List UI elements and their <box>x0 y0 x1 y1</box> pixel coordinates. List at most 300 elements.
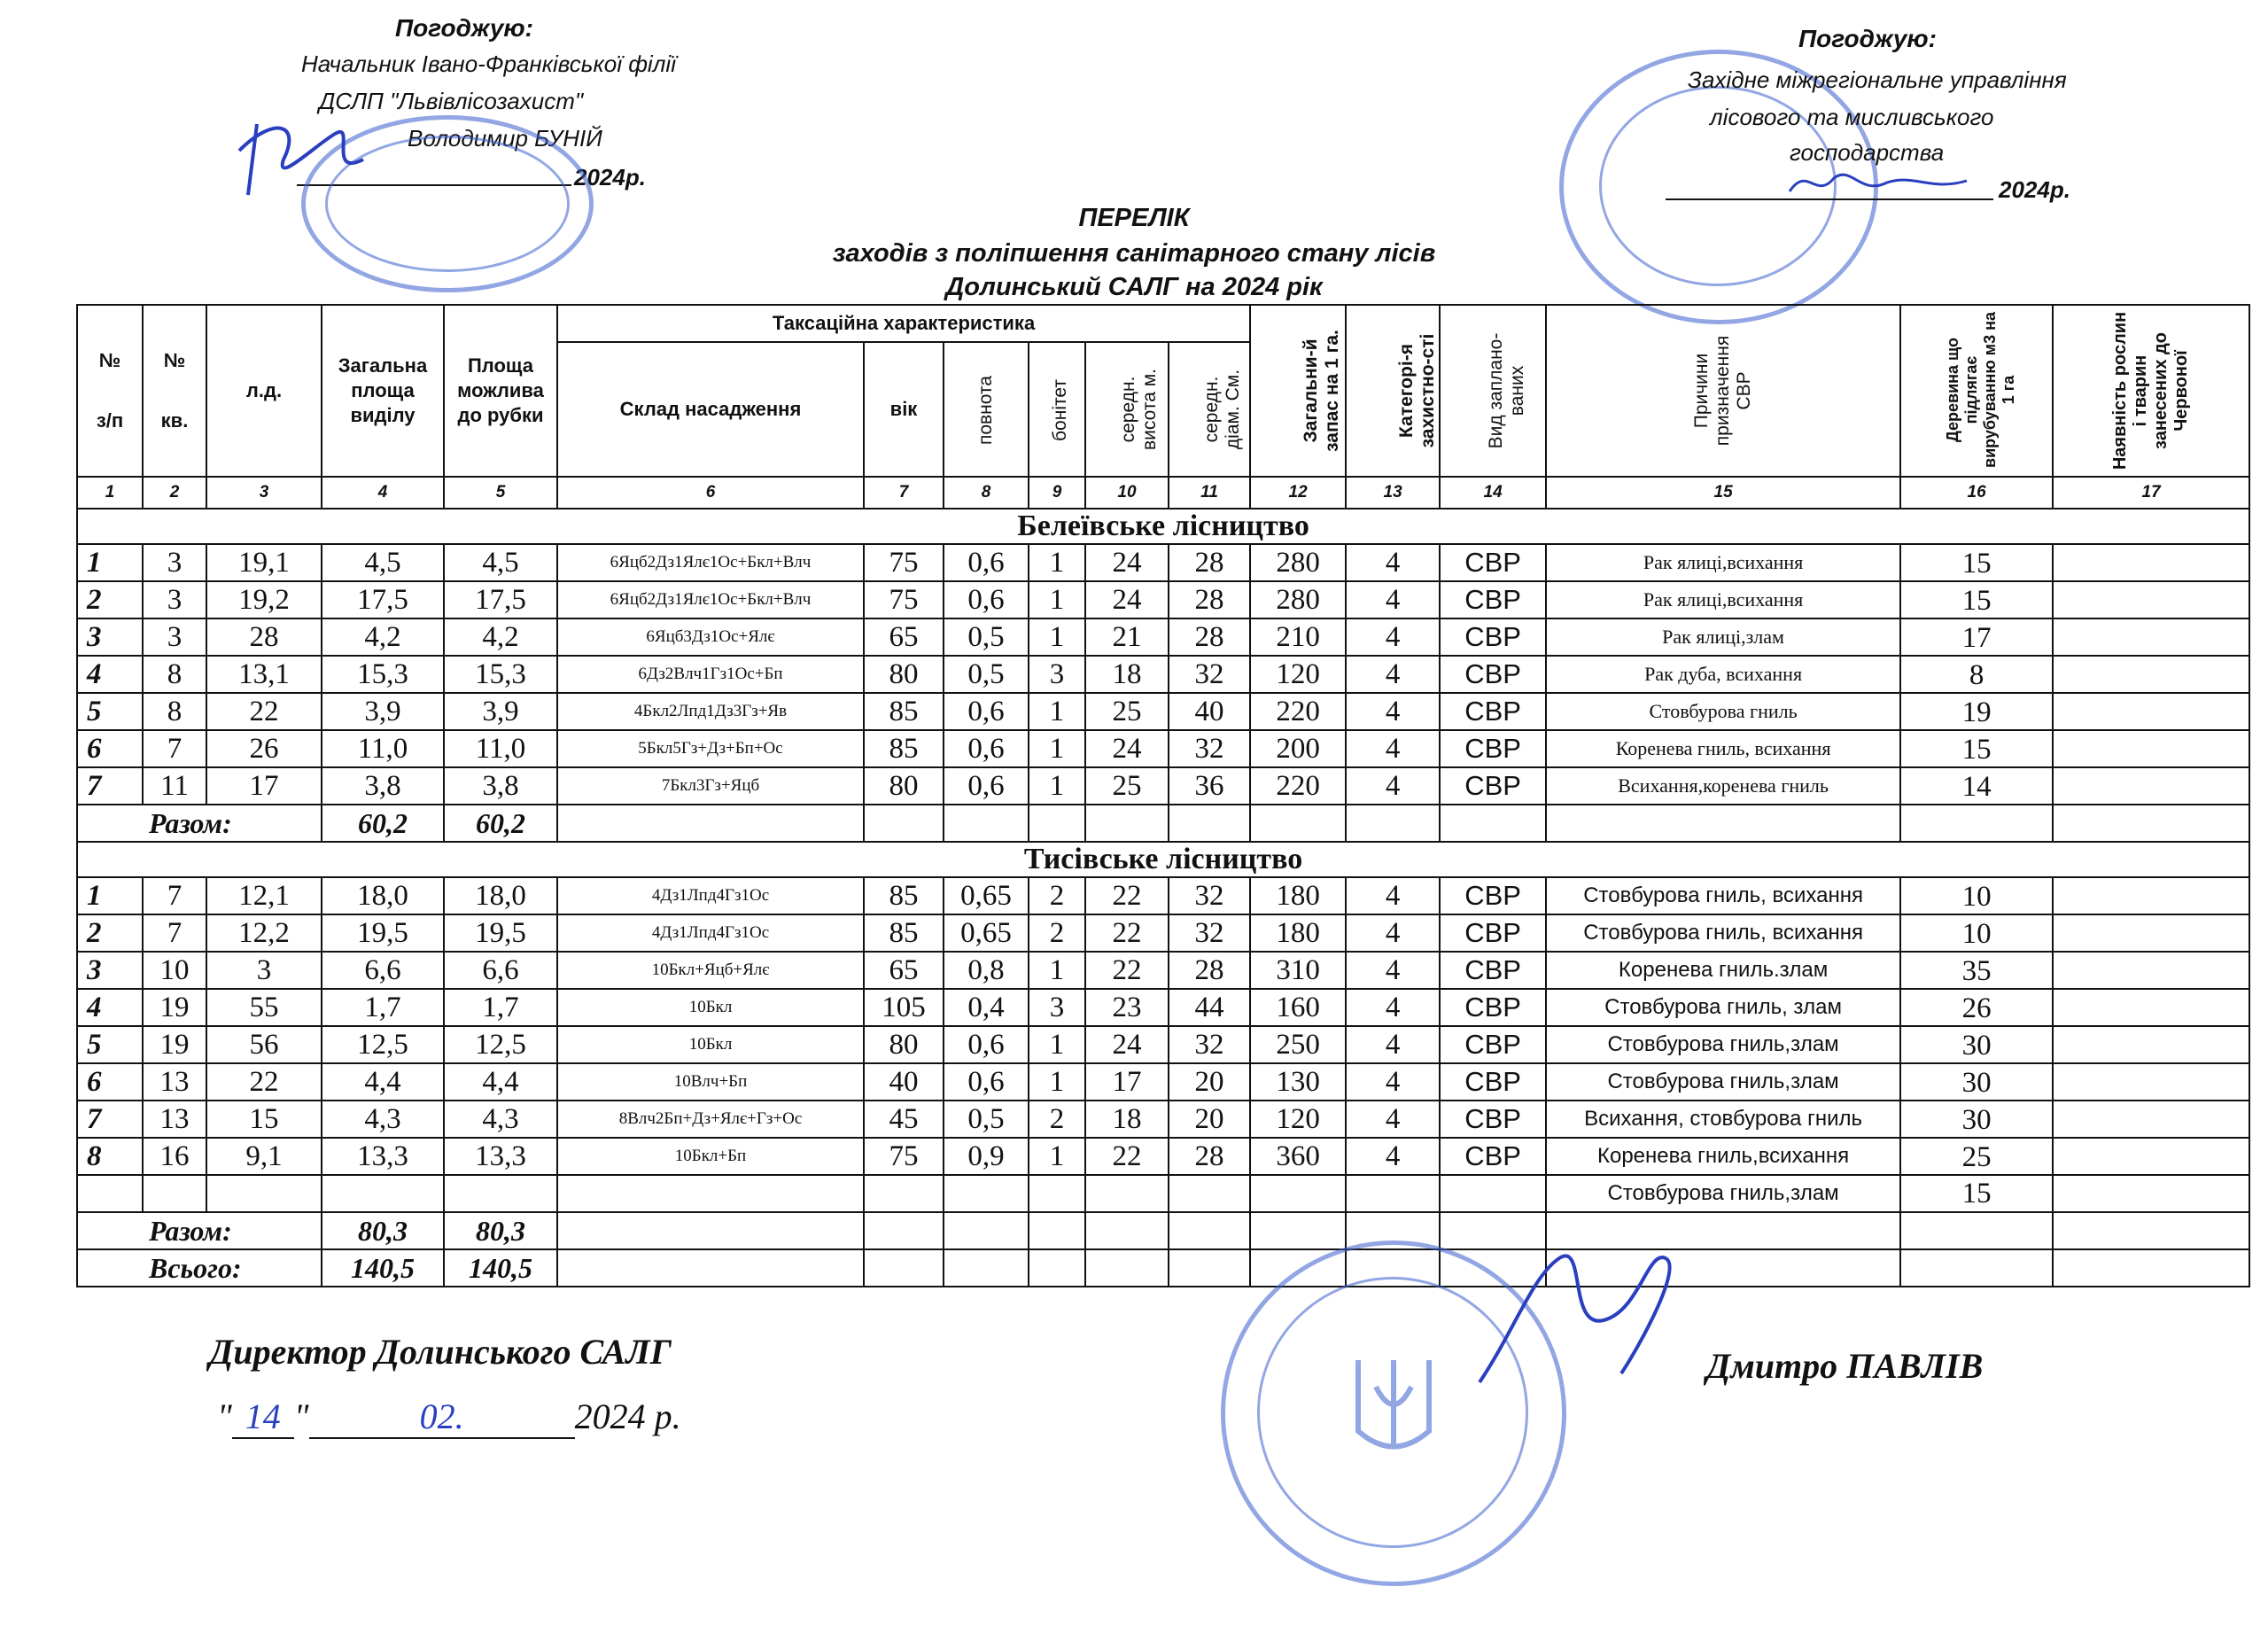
cell-bonitet: 2 <box>1029 914 1085 952</box>
cell-red-book <box>2053 1138 2249 1175</box>
cell-quarter: 3 <box>143 618 206 656</box>
cell-stock: 120 <box>1250 656 1346 693</box>
cell-stock: 210 <box>1250 618 1346 656</box>
cell-no: 7 <box>77 767 143 805</box>
cell-quarter: 19 <box>143 989 206 1026</box>
cell-stock: 220 <box>1250 767 1346 805</box>
cell-total-area: 1,7 <box>322 989 444 1026</box>
cell-composition: 10Бкл+Яцб+Ялє <box>557 952 864 989</box>
cell-quarter: 16 <box>143 1138 206 1175</box>
date-month: 02. <box>309 1396 575 1439</box>
col-num: 13 <box>1346 477 1440 509</box>
subtotal-row-2 <box>77 1212 2249 1249</box>
col-num: 4 <box>322 477 444 509</box>
cell-total-area: 15,3 <box>322 656 444 693</box>
approval-right-line1: Західне міжрегіональне управління <box>1688 66 2067 93</box>
header-red-book: Наявність рослин і тварин занесених до Червоної <box>2053 305 2249 477</box>
approval-left-line2: ДСЛП "Львівлісозахист" <box>319 88 584 114</box>
cell-no: 5 <box>77 693 143 730</box>
cell-wood-volume: 15 <box>1900 581 2053 618</box>
cell-category: 4 <box>1346 1063 1440 1101</box>
table-row <box>77 767 2249 805</box>
cell-wood-volume: 15 <box>1900 544 2053 581</box>
cell-diameter: 32 <box>1169 914 1250 952</box>
cell-stock: 160 <box>1250 989 1346 1026</box>
cell-type: СВР <box>1440 989 1546 1026</box>
cell-ld: 56 <box>206 1026 322 1063</box>
cell-bonitet: 2 <box>1029 1101 1085 1138</box>
section-name: Белеївське лісництво <box>77 509 2249 544</box>
header-no: № з/п <box>77 305 143 477</box>
cell-red-book <box>2053 730 2249 767</box>
cell-category: 4 <box>1346 730 1440 767</box>
cell-age: 85 <box>864 914 944 952</box>
cell-no: 3 <box>77 952 143 989</box>
header-stock: Загальни-й запас на 1 га. <box>1250 305 1346 477</box>
cell-cause: Рак ялиці,злам <box>1546 618 1900 656</box>
cell-cut-area: 4,2 <box>444 618 557 656</box>
cell-red-book <box>2053 544 2249 581</box>
cell-age: 105 <box>864 989 944 1026</box>
cell-diameter: 44 <box>1169 989 1250 1026</box>
cell-ld: 19,1 <box>206 544 322 581</box>
cell-cut-area: 4,4 <box>444 1063 557 1101</box>
cell-cause: Стовбурова гниль,злам <box>1546 1063 1900 1101</box>
cell-wood-volume: 35 <box>1900 952 2053 989</box>
cell-type: СВР <box>1440 914 1546 952</box>
cell-density: 0,6 <box>944 1063 1029 1101</box>
cell-type: СВР <box>1440 581 1546 618</box>
cell-total-area: 12,5 <box>322 1026 444 1063</box>
cell-category: 4 <box>1346 656 1440 693</box>
empty-cell <box>1250 1175 1346 1212</box>
cell-composition: 4Дз1Лпд4Гз1Ос <box>557 877 864 914</box>
subtotal-area: 60,2 <box>322 805 444 842</box>
cell-density: 0,9 <box>944 1138 1029 1175</box>
empty-cell <box>1085 1175 1169 1212</box>
cell-quarter: 11 <box>143 767 206 805</box>
col-num: 15 <box>1546 477 1900 509</box>
cell-stock: 180 <box>1250 877 1346 914</box>
cell-composition: 5Бкл5Гз+Дз+Бп+Ос <box>557 730 864 767</box>
cell-bonitet: 1 <box>1029 767 1085 805</box>
section-row-tysivske <box>77 842 2249 877</box>
empty-cell <box>557 1175 864 1212</box>
cell-category: 4 <box>1346 767 1440 805</box>
approval-right-year: 2024р. <box>1999 176 2070 203</box>
cell-quarter: 10 <box>143 952 206 989</box>
cell-stock: 310 <box>1250 952 1346 989</box>
cell-type: СВР <box>1440 693 1546 730</box>
cell-diameter: 28 <box>1169 952 1250 989</box>
grand-total-label: Всього: <box>77 1249 322 1287</box>
date-day: 14 <box>232 1396 294 1439</box>
cell-stock: 130 <box>1250 1063 1346 1101</box>
cell-density: 0,6 <box>944 767 1029 805</box>
table-row <box>77 693 2249 730</box>
cell-total-area: 3,8 <box>322 767 444 805</box>
cell-total-area: 11,0 <box>322 730 444 767</box>
cell-total-area: 17,5 <box>322 581 444 618</box>
cell-type: СВР <box>1440 656 1546 693</box>
cell-cause: Коренева гниль,всихання <box>1546 1138 1900 1175</box>
table-row <box>77 989 2249 1026</box>
table-row <box>77 730 2249 767</box>
cell-diameter: 28 <box>1169 581 1250 618</box>
cell-density: 0,5 <box>944 618 1029 656</box>
cell-height: 24 <box>1085 1026 1169 1063</box>
empty-cell <box>864 1175 944 1212</box>
cell-height: 24 <box>1085 544 1169 581</box>
cell-height: 25 <box>1085 693 1169 730</box>
cell-category: 4 <box>1346 581 1440 618</box>
cell-ld: 13,1 <box>206 656 322 693</box>
cell-ld: 22 <box>206 693 322 730</box>
cell-cut-area: 19,5 <box>444 914 557 952</box>
cell-diameter: 36 <box>1169 767 1250 805</box>
cell-red-book <box>2053 693 2249 730</box>
signature-director <box>1462 1223 1692 1418</box>
table-row <box>77 914 2249 952</box>
cell-composition: 10Бкл+Бп <box>557 1138 864 1175</box>
cell-height: 22 <box>1085 914 1169 952</box>
empty-cell <box>143 1175 206 1212</box>
cell-no: 1 <box>77 544 143 581</box>
cell-cause: Стовбурова гниль,злам <box>1546 1026 1900 1063</box>
cell-bonitet: 1 <box>1029 730 1085 767</box>
cell-cause: Стовбурова гниль, всихання <box>1546 877 1900 914</box>
cell-bonitet: 2 <box>1029 877 1085 914</box>
cell-category: 4 <box>1346 877 1440 914</box>
cell-bonitet: 3 <box>1029 989 1085 1026</box>
approval-right-heading: Погоджую: <box>1798 25 1937 52</box>
column-number-row <box>77 477 2249 509</box>
cell-diameter: 32 <box>1169 730 1250 767</box>
cell-bonitet: 1 <box>1029 1138 1085 1175</box>
cell-wood-volume: 8 <box>1900 656 2053 693</box>
col-num: 12 <box>1250 477 1346 509</box>
cell-diameter: 28 <box>1169 1138 1250 1175</box>
cell-cause: Рак ялиці,всихання <box>1546 544 1900 581</box>
cell-category: 4 <box>1346 914 1440 952</box>
cell-density: 0,6 <box>944 581 1029 618</box>
trident-icon <box>1349 1351 1438 1466</box>
cell-age: 80 <box>864 1026 944 1063</box>
cell-composition: 10Бкл <box>557 989 864 1026</box>
cell-composition: 10Бкл <box>557 1026 864 1063</box>
cell-no: 7 <box>77 1101 143 1138</box>
empty-cell <box>1169 1175 1250 1212</box>
cell-age: 85 <box>864 730 944 767</box>
cell-composition: 6Дз2Влч1Гз1Ос+Бп <box>557 656 864 693</box>
cell-cut-area: 4,3 <box>444 1101 557 1138</box>
cell-ld: 22 <box>206 1063 322 1101</box>
cell-cut-area: 3,8 <box>444 767 557 805</box>
section-name: Тисівське лісництво <box>77 842 2249 877</box>
header-ld: л.д. <box>206 305 322 477</box>
cell-composition: 10Влч+Бп <box>557 1063 864 1101</box>
cell-bonitet: 1 <box>1029 544 1085 581</box>
empty-cell <box>206 1175 322 1212</box>
cell-density: 0,6 <box>944 544 1029 581</box>
grand-total-area: 140,5 <box>322 1249 444 1287</box>
cell-diameter: 32 <box>1169 1026 1250 1063</box>
cell-red-book <box>2053 1026 2249 1063</box>
table-row <box>77 1101 2249 1138</box>
cell-density: 0,6 <box>944 693 1029 730</box>
director-name: Дмитро ПАВЛІВ <box>1706 1346 1984 1386</box>
cell-cause: Рак дуба, всихання <box>1546 656 1900 693</box>
col-num: 7 <box>864 477 944 509</box>
cell-bonitet: 3 <box>1029 656 1085 693</box>
empty-cell <box>1346 1175 1440 1212</box>
cell-diameter: 40 <box>1169 693 1250 730</box>
cell-density: 0,5 <box>944 1101 1029 1138</box>
cell-age: 75 <box>864 1138 944 1175</box>
subtotal-area: 80,3 <box>322 1212 444 1249</box>
cell-cause: Всихання, стовбурова гниль <box>1546 1101 1900 1138</box>
cell-quarter: 3 <box>143 544 206 581</box>
header-total-area: Загальна площа виділу <box>322 305 444 477</box>
table-row <box>77 1026 2249 1063</box>
cell-quarter: 13 <box>143 1101 206 1138</box>
cell-type: СВР <box>1440 1063 1546 1101</box>
col-num: 3 <box>206 477 322 509</box>
cell-cut-area: 4,5 <box>444 544 557 581</box>
cell-stock: 250 <box>1250 1026 1346 1063</box>
cell-type: СВР <box>1440 877 1546 914</box>
cell-height: 24 <box>1085 730 1169 767</box>
cell-wood-volume: 30 <box>1900 1101 2053 1138</box>
cell-height: 22 <box>1085 877 1169 914</box>
cell-total-area: 6,6 <box>322 952 444 989</box>
empty-cell <box>1029 1175 1085 1212</box>
cell-red-book <box>2053 877 2249 914</box>
cell-quarter: 13 <box>143 1063 206 1101</box>
cell-density: 0,6 <box>944 1026 1029 1063</box>
cell-density: 0,5 <box>944 656 1029 693</box>
header-height: середн. висота м. <box>1085 342 1169 477</box>
subtotal-label: Разом: <box>77 1212 322 1249</box>
cell-age: 75 <box>864 544 944 581</box>
cell-diameter: 28 <box>1169 544 1250 581</box>
director-title: Директор Долинського САЛГ <box>209 1332 672 1372</box>
cell-category: 4 <box>1346 693 1440 730</box>
cell-age: 40 <box>864 1063 944 1101</box>
cell-total-area: 3,9 <box>322 693 444 730</box>
cell-bonitet: 1 <box>1029 1063 1085 1101</box>
cell-ld: 26 <box>206 730 322 767</box>
cell-height: 21 <box>1085 618 1169 656</box>
header-cut-area: Площа можлива до рубки <box>444 305 557 477</box>
cell-no: 8 <box>77 1138 143 1175</box>
cell-no: 3 <box>77 618 143 656</box>
cell-age: 45 <box>864 1101 944 1138</box>
cell-bonitet: 1 <box>1029 581 1085 618</box>
cell-wood-volume: 30 <box>1900 1026 2053 1063</box>
subtotal-label: Разом: <box>77 805 322 842</box>
section1-body <box>77 544 2249 805</box>
cell-cut-area: 1,7 <box>444 989 557 1026</box>
cell-red-book <box>2053 1063 2249 1101</box>
cell-ld: 19,2 <box>206 581 322 618</box>
table-row <box>77 656 2249 693</box>
cell-no: 4 <box>77 989 143 1026</box>
col-num: 17 <box>2053 477 2249 509</box>
doc-title: ПЕРЕЛІК <box>1078 204 1190 232</box>
col-num: 1 <box>77 477 143 509</box>
col-num: 16 <box>1900 477 2053 509</box>
col-num: 9 <box>1029 477 1085 509</box>
cell-bonitet: 1 <box>1029 618 1085 656</box>
cell-cause: Рак ялиці,всихання <box>1546 581 1900 618</box>
doc-subtitle: заходів з поліпшення санітарного стану лісів <box>832 239 1436 268</box>
cell-wood-volume: 14 <box>1900 767 2053 805</box>
cell-height: 25 <box>1085 767 1169 805</box>
cell-type: СВР <box>1440 1026 1546 1063</box>
cell-quarter: 7 <box>143 914 206 952</box>
cell-total-area: 4,5 <box>322 544 444 581</box>
cell-height: 17 <box>1085 1063 1169 1101</box>
col-num: 6 <box>557 477 864 509</box>
table-row <box>77 544 2249 581</box>
cell-cut-area: 15,3 <box>444 656 557 693</box>
col-num: 5 <box>444 477 557 509</box>
cell-wood-volume: 10 <box>1900 914 2053 952</box>
col-num: 2 <box>143 477 206 509</box>
cell-no: 6 <box>77 730 143 767</box>
cell-diameter: 20 <box>1169 1101 1250 1138</box>
cell-no: 2 <box>77 581 143 618</box>
cell-category: 4 <box>1346 1026 1440 1063</box>
cell-wood-volume: 15 <box>1900 730 2053 767</box>
cell-age: 75 <box>864 581 944 618</box>
cell-cut-area: 17,5 <box>444 581 557 618</box>
signature-date: " 14 " 02. 2024 р. <box>217 1396 681 1439</box>
cell-cause: Стовбурова гниль, всихання <box>1546 914 1900 952</box>
cell-wood-volume: 10 <box>1900 877 2053 914</box>
cell-age: 65 <box>864 952 944 989</box>
cell-type: СВР <box>1440 952 1546 989</box>
cell-ld: 12,2 <box>206 914 322 952</box>
header-category: Категорі-я захистно-сті <box>1346 305 1440 477</box>
cell-quarter: 19 <box>143 1026 206 1063</box>
cell-type: СВР <box>1440 618 1546 656</box>
cell-wood-volume: 30 <box>1900 1063 2053 1101</box>
table-row <box>77 952 2249 989</box>
section2-body <box>77 877 2249 1212</box>
cell-red-book <box>2053 581 2249 618</box>
doc-subtitle-2: Долинський САЛГ на 2024 рік <box>945 273 1323 301</box>
cell-stock: 280 <box>1250 581 1346 618</box>
cell-total-area: 4,4 <box>322 1063 444 1101</box>
cell-age: 85 <box>864 877 944 914</box>
cell-no: 2 <box>77 914 143 952</box>
col-num: 10 <box>1085 477 1169 509</box>
cell-height: 22 <box>1085 952 1169 989</box>
cell-composition: 8Влч2Бп+Дз+Ялє+Гз+Ос <box>557 1101 864 1138</box>
cell-no: 1 <box>77 877 143 914</box>
empty-cell <box>1440 1175 1546 1212</box>
cell-cut-area: 18,0 <box>444 877 557 914</box>
cell-total-area: 18,0 <box>322 877 444 914</box>
cell-density: 0,4 <box>944 989 1029 1026</box>
cell-ld: 17 <box>206 767 322 805</box>
cell-category: 4 <box>1346 618 1440 656</box>
header-taxation: Таксаційна характеристика <box>557 305 1250 342</box>
cell-height: 22 <box>1085 1138 1169 1175</box>
cell-cut-area: 13,3 <box>444 1138 557 1175</box>
header-wood: Деревина що підлягає вирубуванню м3 на 1 га <box>1900 305 2053 477</box>
cell-quarter: 8 <box>143 656 206 693</box>
cell-category: 4 <box>1346 1101 1440 1138</box>
cell-height: 18 <box>1085 656 1169 693</box>
col-num: 8 <box>944 477 1029 509</box>
cell-category: 4 <box>1346 544 1440 581</box>
cell-quarter: 7 <box>143 877 206 914</box>
cell-age: 65 <box>864 618 944 656</box>
cell-category: 4 <box>1346 1138 1440 1175</box>
cell-wood-volume: 26 <box>1900 989 2053 1026</box>
subtotal-row-1 <box>77 805 2249 842</box>
cell-age: 80 <box>864 767 944 805</box>
approval-left-heading: Погоджую: <box>395 14 533 42</box>
empty-cell <box>322 1175 444 1212</box>
cell-type: СВР <box>1440 544 1546 581</box>
cell-density: 0,8 <box>944 952 1029 989</box>
cell-stock: 360 <box>1250 1138 1346 1175</box>
cell-cause: Стовбурова гниль,злам <box>1546 1175 1900 1212</box>
header-bonitet: бонітет <box>1029 342 1085 477</box>
signature-right <box>1781 156 1976 209</box>
cell-red-book <box>2053 656 2249 693</box>
table-row <box>77 618 2249 656</box>
cell-stock: 220 <box>1250 693 1346 730</box>
cell-ld: 15 <box>206 1101 322 1138</box>
cell-height: 18 <box>1085 1101 1169 1138</box>
cell-total-area: 19,5 <box>322 914 444 952</box>
cell-age: 85 <box>864 693 944 730</box>
header-age: вік <box>864 342 944 477</box>
cell-composition: 4Бкл2Лпд1Дз3Гз+Яв <box>557 693 864 730</box>
cell-red-book <box>2053 618 2249 656</box>
cell-no: 5 <box>77 1026 143 1063</box>
approval-left-year: 2024р. <box>574 164 646 191</box>
cell-total-area: 4,2 <box>322 618 444 656</box>
cell-type: СВР <box>1440 1138 1546 1175</box>
grand-total-row <box>77 1249 2249 1287</box>
subtotal-cut: 60,2 <box>444 805 557 842</box>
cell-stock: 180 <box>1250 914 1346 952</box>
cell-category: 4 <box>1346 952 1440 989</box>
cell-density: 0,6 <box>944 730 1029 767</box>
cell-red-book <box>2053 952 2249 989</box>
cell-cause: Коренева гниль, всихання <box>1546 730 1900 767</box>
empty-cell <box>77 1175 143 1212</box>
cell-composition: 6Яцб3Дз1Ос+Ялє <box>557 618 864 656</box>
cell-composition: 6Яцб2Дз1Ялє1Ос+Бкл+Влч <box>557 581 864 618</box>
header-density: повнота <box>944 342 1029 477</box>
signature-left <box>221 97 399 213</box>
cell-height: 23 <box>1085 989 1169 1026</box>
cell-composition: 4Дз1Лпд4Гз1Ос <box>557 914 864 952</box>
col-num: 11 <box>1169 477 1250 509</box>
cell-diameter: 32 <box>1169 656 1250 693</box>
cell-ld: 3 <box>206 952 322 989</box>
cell-wood-volume: 19 <box>1900 693 2053 730</box>
cell-cause: Стовбурова гниль <box>1546 693 1900 730</box>
cell-density: 0,65 <box>944 914 1029 952</box>
